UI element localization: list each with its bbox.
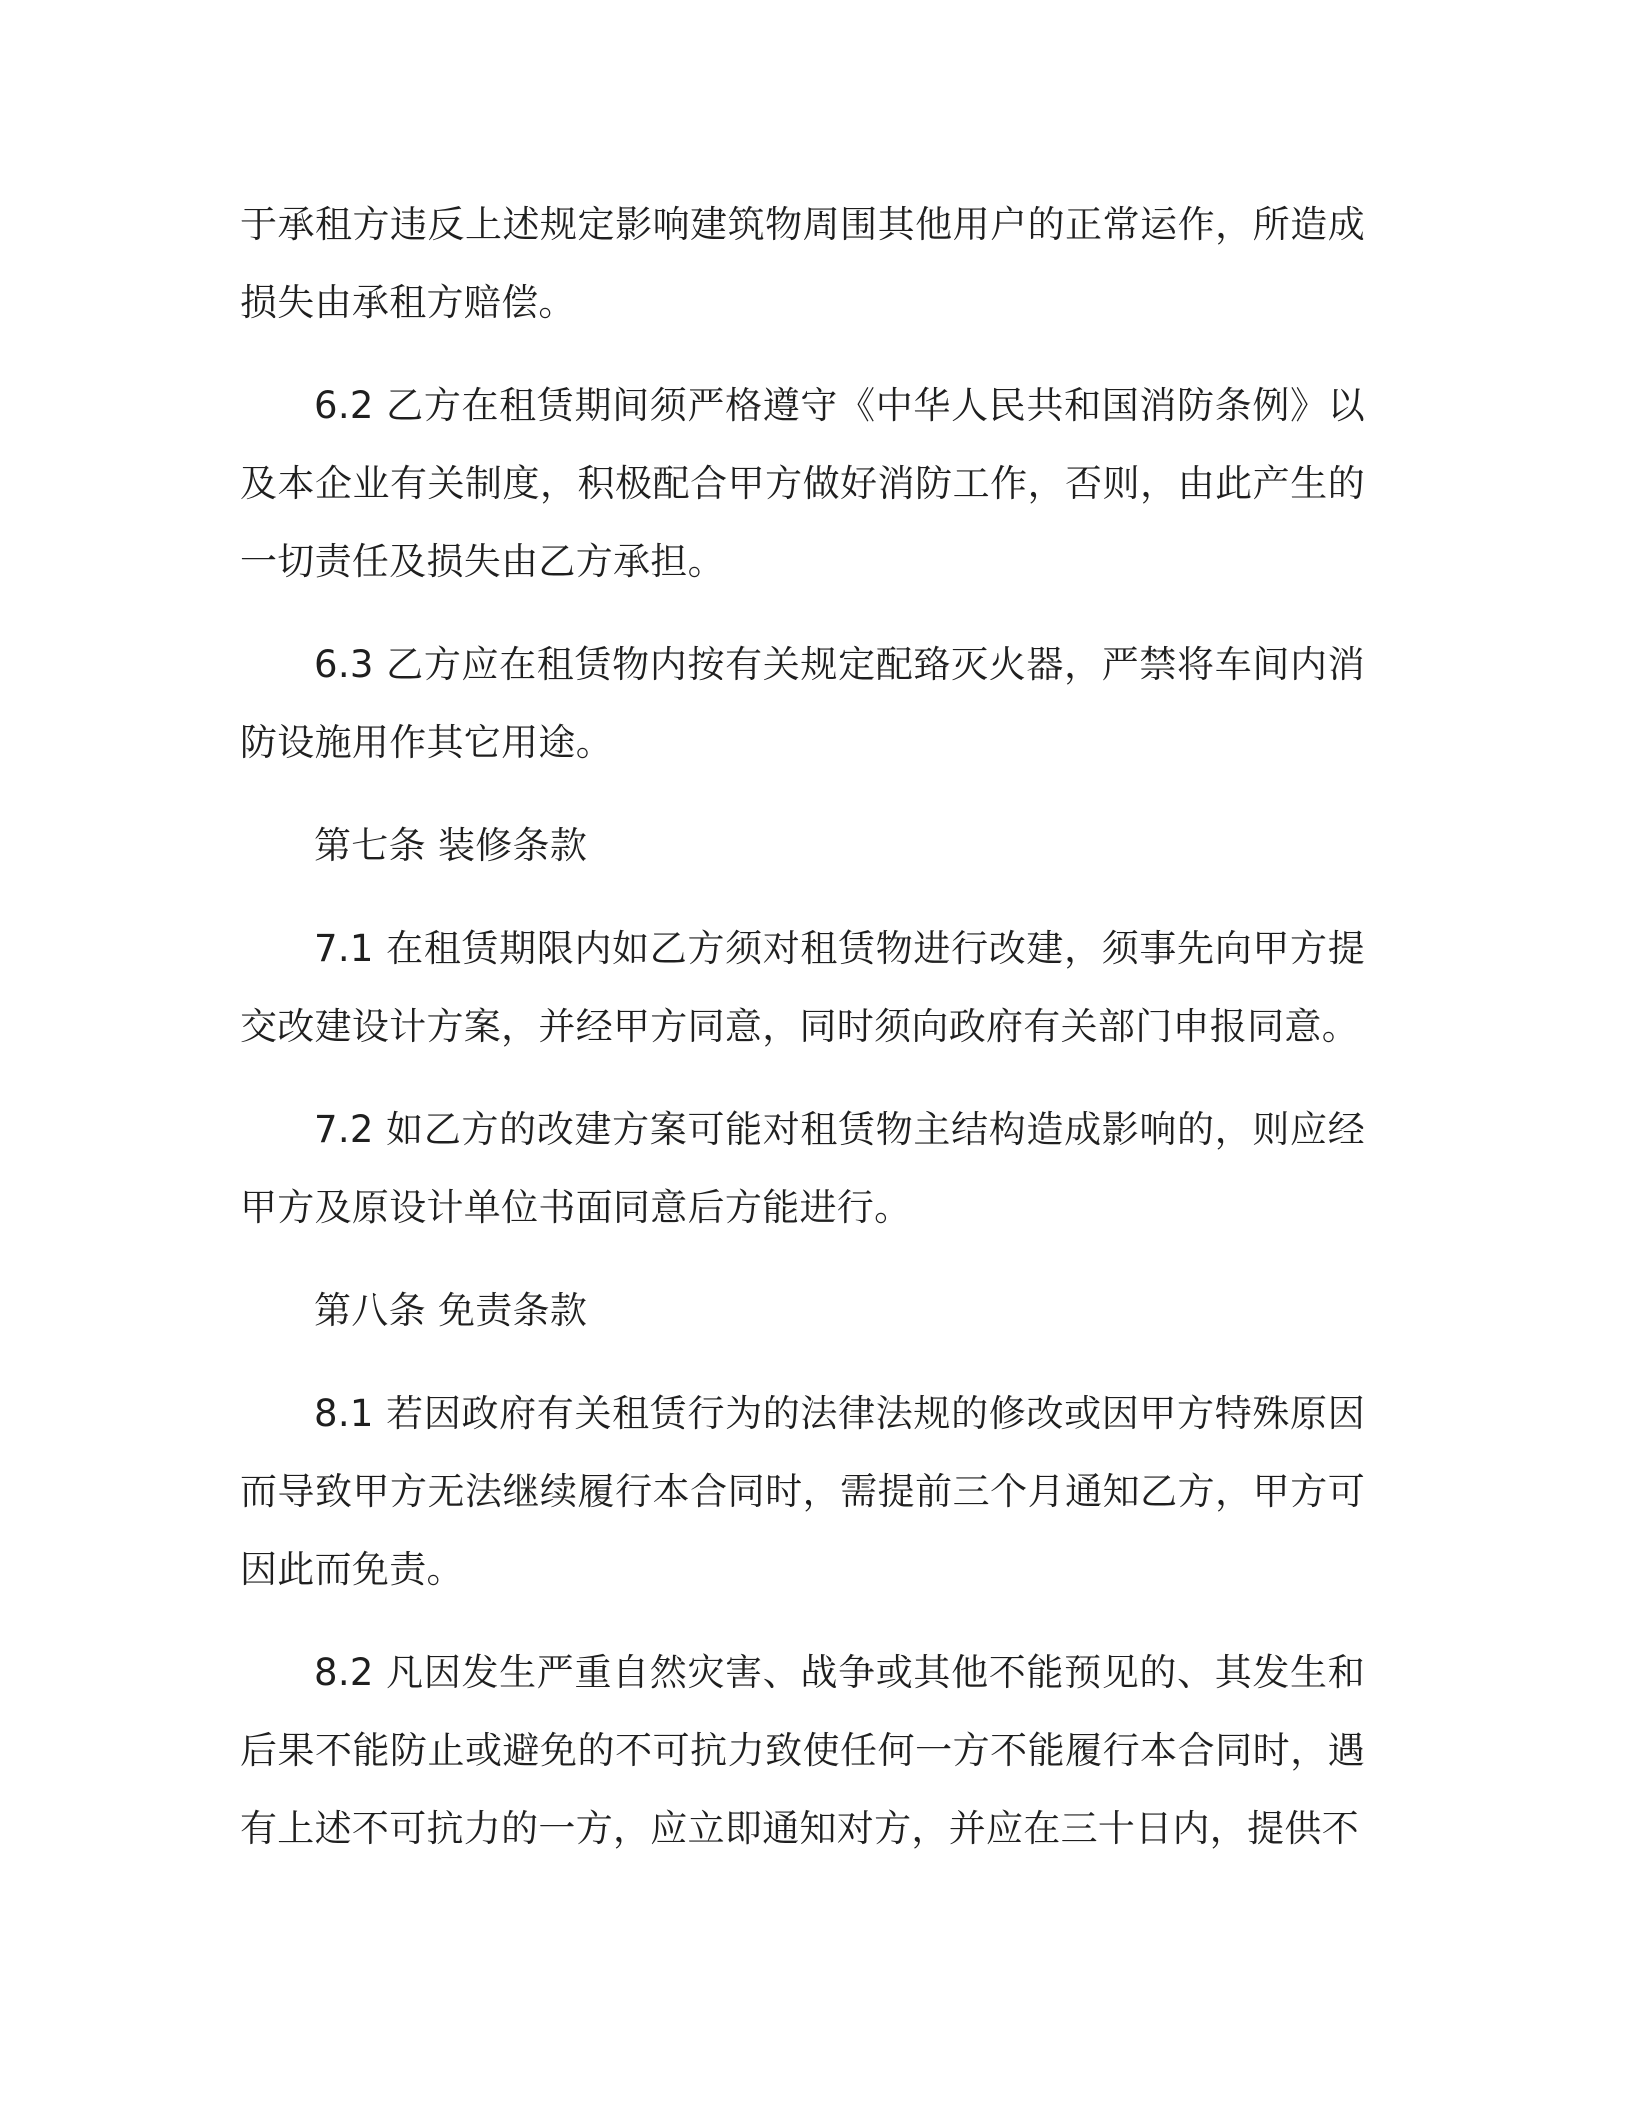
article-7-heading: 第七条 装修条款 [314,824,588,867]
clause-7-1: 7.1 在租赁期限内如乙方须对租赁物进行改建，须事先向甲方提交改建设计方案，并经甲方同意，同时须向政府有关部门申报同意。 [240,927,1365,1048]
paragraph-continuation: 于承租方违反上述规定影响建筑物周围其他用户的正常运作，所造成损失由承租方赔偿。 [240,203,1365,324]
clause-8-1: 8.1 若因政府有关租赁行为的法律法规的修改或因甲方特殊原因而导致甲方无法继续履行本合同时，需提前三个月通知乙方，甲方可因此而免责。 [240,1392,1365,1591]
clause-7-2: 7.2 如乙方的改建方案可能对租赁物主结构造成影响的，则应经甲方及原设计单位书面同意后方能进行。 [240,1108,1365,1229]
clause-6-2: 6.2 乙方在租赁期间须严格遵守《中华人民共和国消防条例》以及本企业有关制度，积极配合甲方做好消防工作，否则，由此产生的一切责任及损失由乙方承担。 [240,384,1365,583]
article-8-heading: 第八条 免责条款 [314,1289,588,1332]
clause-8-2: 8.2 凡因发生严重自然灾害、战争或其他不能预见的、其发生和后果不能防止或避免的不可抗力致使任何一方不能履行本合同时，遇有上述不可抗力的一方，应立即通知对方，并应在三十日内，提供不 [240,1651,1365,1850]
document-body [240,186,1365,1893]
clause-6-3: 6.3 乙方应在租赁物内按有关规定配臵灭火器，严禁将车间内消防设施用作其它用途。 [240,643,1365,764]
